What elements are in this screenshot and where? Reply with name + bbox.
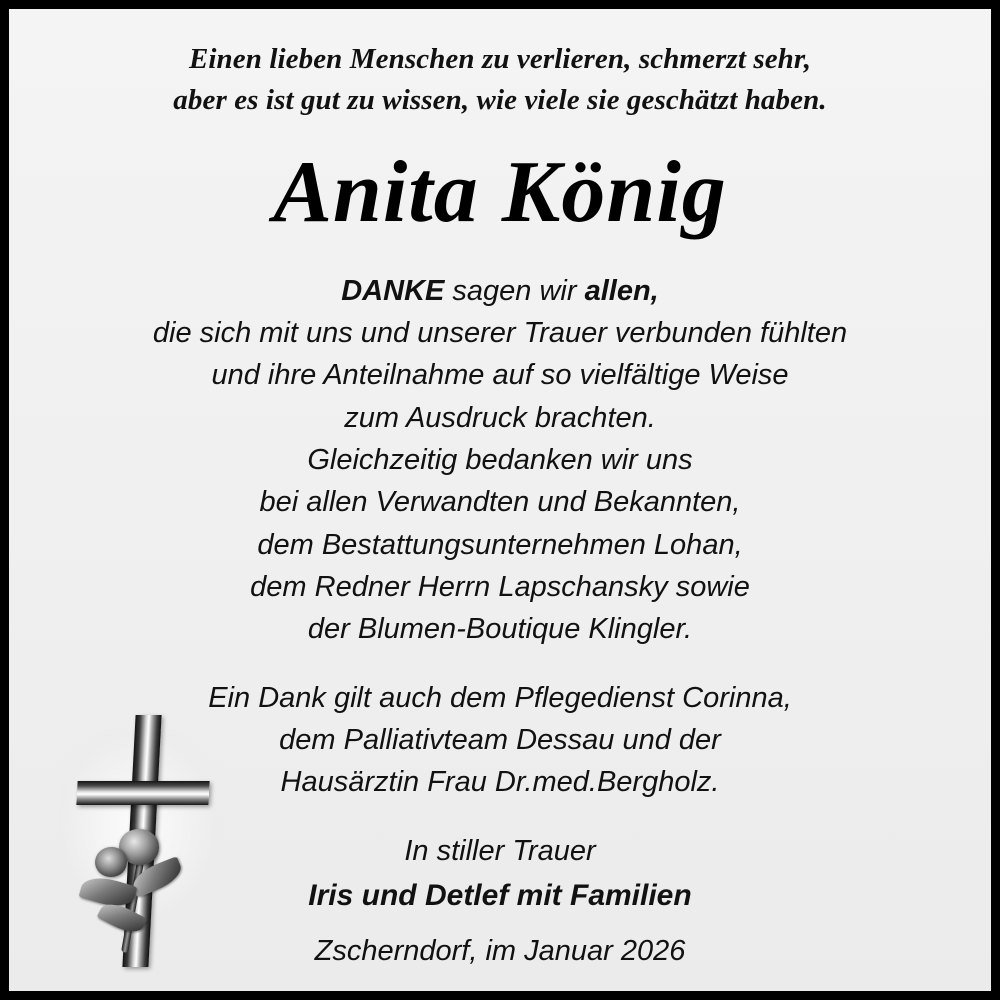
allen-word: allen, bbox=[584, 274, 659, 307]
place-and-date: Zscherndorf, im Januar 2026 bbox=[314, 935, 686, 968]
thanks-line: dem Bestattungsunternehmen Lohan, bbox=[257, 528, 743, 561]
danke-word: DANKE bbox=[341, 274, 445, 307]
rose-icon bbox=[85, 821, 205, 949]
additional-thanks-line: Hausärztin Frau Dr.med.Bergholz. bbox=[280, 766, 720, 799]
cross-horizontal-bar bbox=[76, 781, 209, 805]
additional-thanks-line: dem Palliativteam Dessau und der bbox=[279, 724, 721, 757]
thanks-lead-middle: sagen wir bbox=[444, 274, 585, 307]
family-names: Iris und Detlef mit Familien bbox=[308, 879, 692, 913]
rose-bloom bbox=[95, 847, 127, 877]
thanks-line: der Blumen-Boutique Klingler. bbox=[307, 613, 693, 646]
thanks-block bbox=[153, 270, 847, 651]
thanks-line: Gleichzeitig bedanken wir uns bbox=[307, 444, 693, 477]
thanks-line: bei allen Verwandten und Bekannten, bbox=[259, 486, 741, 519]
thanks-line: dem Redner Herrn Lapschansky sowie bbox=[250, 571, 750, 604]
closing-line: In stiller Trauer bbox=[404, 834, 596, 867]
thanks-line: und ihre Anteilnahme auf so vielfältige Weise bbox=[211, 359, 789, 392]
closing-block bbox=[308, 830, 691, 974]
additional-thanks-block bbox=[208, 677, 792, 804]
notice-inner bbox=[9, 9, 991, 991]
epitaph-verse bbox=[70, 39, 930, 121]
deceased-name: Anita König bbox=[273, 144, 727, 242]
additional-thanks-line: Ein Dank gilt auch dem Pflegedienst Corinna, bbox=[208, 681, 792, 714]
epitaph-line-2: aber es ist gut zu wissen, wie viele sie geschätzt haben. bbox=[173, 84, 827, 117]
thanks-line: zum Ausdruck brachten. bbox=[344, 401, 656, 434]
thanks-line: die sich mit uns und unserer Trauer verbunden fühlten bbox=[152, 317, 848, 350]
epitaph-line-1: Einen lieben Menschen zu verlieren, schmerzt sehr, bbox=[188, 43, 812, 75]
cross-with-rose-icon bbox=[57, 709, 247, 969]
thanks-lead-line bbox=[153, 270, 847, 312]
